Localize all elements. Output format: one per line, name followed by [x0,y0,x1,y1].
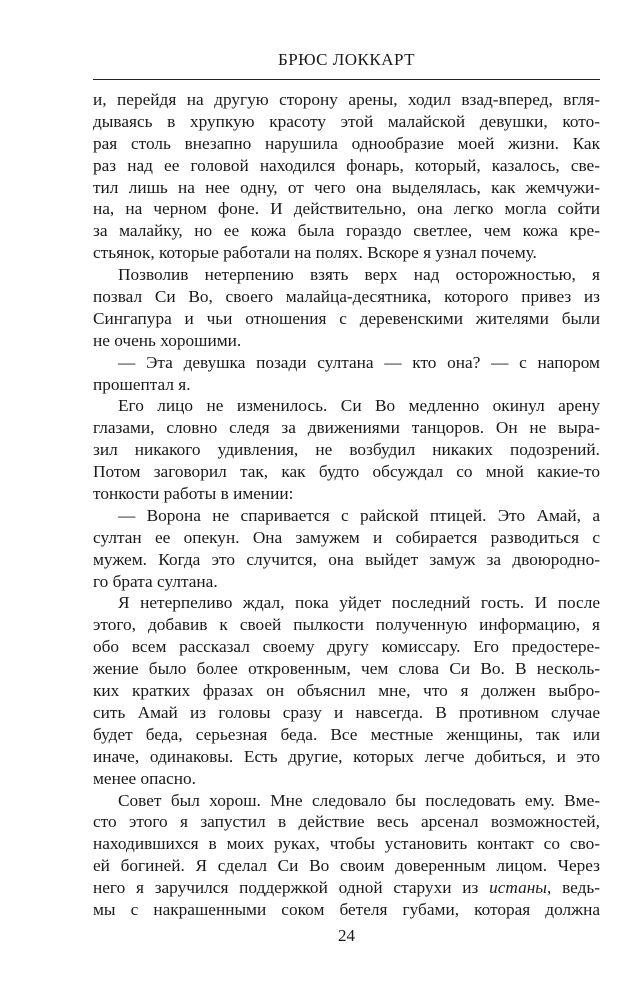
text-line: раз над ее головой находился фонарь, который, казалось, све- [93,155,600,175]
text-line [93,877,600,899]
text-line: сить Амай из головы сразу и навсегда. В противном случае [93,702,600,722]
text-line: обо всем рассказал своему другу комиссару. Его предостере- [93,637,600,657]
text-line: мужем. Когда это случится, она выйдет замуж за двоюродно- [93,549,600,569]
paragraph [93,790,600,921]
text-line: го брата султана. [93,571,218,591]
text-line: — Эта девушка позади султана — кто она? — с напором [118,352,600,372]
paragraph [93,505,600,593]
paragraph [93,395,600,504]
text-line: и, перейдя на другую сторону арены, ходил взад-вперед, вгля- [93,90,600,109]
header-rule [93,79,600,80]
text-line: находившихся в моих руках, чтобы установить контакт со сво- [93,834,600,854]
text-line: Я нетерпеливо ждал, пока уйдет последний гость. И после [118,593,600,613]
paragraph [93,89,600,264]
text-line: менее опасно. [93,768,196,788]
text-line: зил никакого удивления, не возбудил никаких подозрений. [93,440,600,460]
text-line: рая столь внезапно нарушила однообразие моей жизни. Как [93,133,600,153]
text-line: Сингапура и чьи отношения с деревенскими жителями были [93,308,600,328]
text-segment: , ведь- [546,878,600,898]
text-line: этого, добавив к своей пылкости полученную информацию, я [93,615,600,635]
italic-term: истаны [489,878,547,898]
text-line: на, на черном фоне. И действительно, она легко могла сойти [93,199,600,219]
text-line: мы с накрашенными соком бетеля губами, которая должна [93,899,600,919]
text-line: позвал Си Во, своего малайца-десятника, которого привез из [93,287,600,307]
paragraph [93,592,600,789]
text-line: не очень хорошими. [93,330,242,350]
paragraph [93,352,600,396]
text-line: прошептал я. [93,374,191,394]
text-line: ких кратких фразах он объяснил мне, что я должен выбро- [93,681,600,701]
text-line: иначе, одинаковы. Есть другие, которых легче добиться, и это [93,746,600,766]
text-line: ей богиней. Я сделал Си Во своим доверенным лицом. Через [93,856,600,876]
text-line: жение было более откровенным, чем слова Си Во. В несколь- [93,659,600,679]
text-line: будет беда, серьезная беда. Все местные женщины, так или [93,724,600,744]
text-line: сто этого я запустил в действие весь арсенал возможностей, [93,812,600,832]
text-line: Совет был хорош. Мне следовало бы последовать ему. Вме- [118,790,600,810]
text-line: Позволив нетерпению взять верх над осторожностью, я [118,265,600,285]
text-line: султан ее опекун. Она замужем и собирается разводиться с [93,527,600,547]
running-head: БРЮС ЛОККАРТ [277,50,416,69]
text-segment: него я заручился поддержкой одной старухи из [93,878,490,898]
text-line: дываясь в хрупкую красоту этой малайской девушки, кото- [93,111,600,131]
page-number: 24 [338,926,355,945]
text-line: Потом заговорил так, как будто обсуждал со мной какие-то [93,462,600,482]
text-line: стьянок, которые работали на полях. Вскоре я узнал почему. [93,243,537,263]
body-text [93,89,600,921]
text-line: — Ворона не спаривается с райской птицей. Это Амай, а [118,505,600,525]
text-line: глазами, словно следя за движениями танцоров. Он не выра- [93,418,600,438]
paragraph [93,264,600,352]
text-line: за малайку, но ее кожа была гораздо светлее, чем кожа кре- [93,221,600,241]
text-line: тил лишь на нее одну, от чего она выделялась, как жемчужи- [93,177,600,197]
text-line: тонкости работы в имении: [93,484,294,504]
text-line: Его лицо не изменилось. Си Во медленно окинул арену [118,396,600,416]
